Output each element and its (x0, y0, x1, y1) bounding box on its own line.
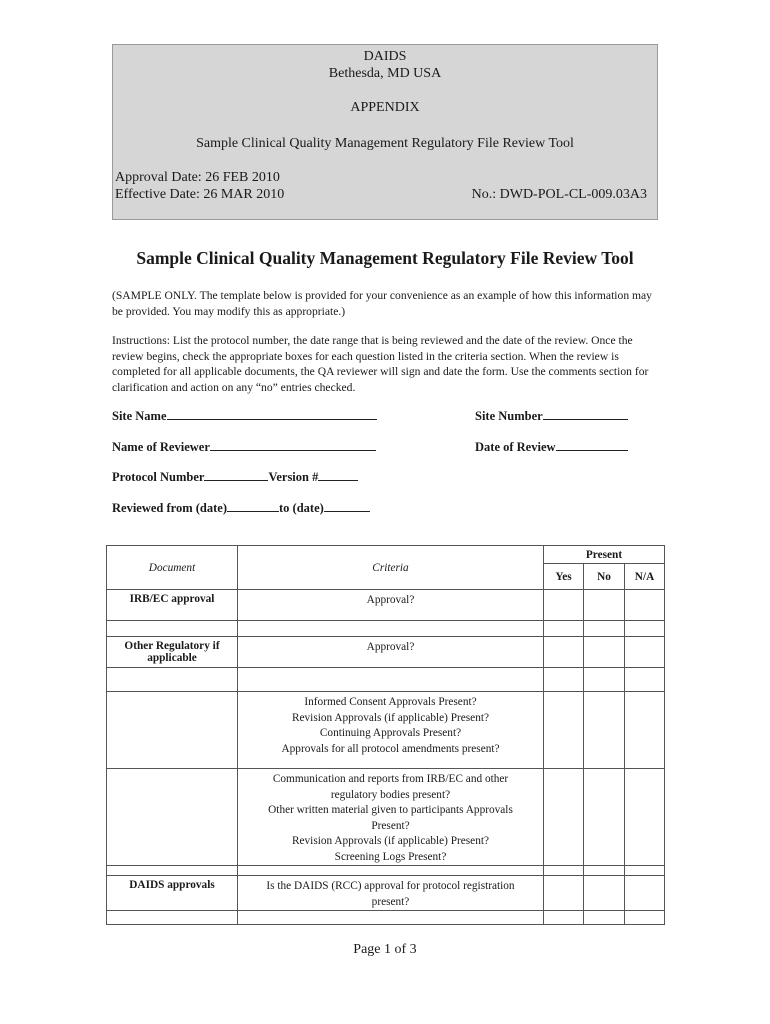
site-name-blank[interactable] (167, 408, 377, 420)
reviewer-name-field[interactable] (112, 439, 376, 455)
criteria-line: Other written material given to participants Approvals Present? (268, 804, 513, 832)
page-title: Sample Clinical Quality Management Regulatory File Review Tool (136, 248, 634, 268)
na-checkbox-cell[interactable] (625, 876, 665, 911)
table-row (107, 637, 665, 668)
site-number-label: Site Number (475, 409, 543, 423)
to-date-label: to (date) (279, 501, 324, 515)
na-checkbox-cell[interactable] (625, 769, 665, 866)
no-checkbox-cell[interactable] (584, 769, 625, 866)
document-column-header: Document (107, 546, 238, 590)
table-spacer-row (107, 911, 665, 925)
no-checkbox-cell[interactable] (584, 637, 625, 668)
sample-note: (SAMPLE ONLY. The template below is provided for your convenience as an example of how this information may be provided. You may modify this as appropriate.) (112, 289, 652, 318)
criteria-line: Is the DAIDS (RCC) approval for protocol registration present? (266, 880, 515, 908)
header-org: DAIDS (363, 49, 407, 64)
criteria-cell (238, 590, 544, 621)
review-date-field[interactable] (475, 439, 628, 455)
document-cell (107, 692, 238, 769)
review-date-label: Date of Review (475, 440, 556, 454)
no-checkbox-cell[interactable] (584, 590, 625, 621)
review-date-blank[interactable] (556, 439, 628, 451)
yes-checkbox-cell[interactable] (544, 769, 584, 866)
header-approval-date: Approval Date: 26 FEB 2010 (115, 170, 280, 185)
reviewed-from-label: Reviewed from (date) (112, 501, 228, 515)
document-cell: DAIDS approvals (107, 876, 238, 911)
protocol-number-label: Protocol Number (112, 470, 205, 484)
na-checkbox-cell[interactable] (625, 637, 665, 668)
yes-checkbox-cell[interactable] (544, 692, 584, 769)
table-spacer-row (107, 668, 665, 692)
header-doc-title: Sample Clinical Quality Management Regulatory File Review Tool (196, 136, 574, 151)
site-name-label: Site Name (112, 409, 167, 423)
na-checkbox-cell[interactable] (625, 692, 665, 769)
reviewed-from-blank[interactable] (227, 500, 279, 512)
document-cell (107, 769, 238, 866)
criteria-line: Approval? (366, 641, 415, 653)
instructions: Instructions: List the protocol number, the date range that is being reviewed and the date of the review. Once the review begins, check the appropriate boxes for each question listed in the criteria section. When the review is completed for all applicable documents, the QA reviewer will sign and date the form. Use the comments section for clarification and action on any “no” entries checked. (112, 334, 649, 394)
criteria-line: Informed Consent Approvals Present? (304, 696, 477, 708)
criteria-cell (238, 769, 544, 866)
site-name-field[interactable] (112, 408, 377, 424)
present-column-header: Present (544, 546, 665, 564)
table-row (107, 876, 665, 911)
criteria-line: Approval? (366, 594, 415, 606)
yes-column-header: Yes (544, 564, 584, 590)
criteria-cell (238, 692, 544, 769)
document-header-box (112, 44, 658, 220)
site-number-blank[interactable] (543, 408, 628, 420)
document-cell: IRB/EC approval (107, 590, 238, 621)
header-effective-date: Effective Date: 26 MAR 2010 (115, 187, 285, 202)
reviewer-name-label: Name of Reviewer (112, 440, 210, 454)
document-cell: Other Regulatory if applicable (107, 637, 238, 668)
criteria-line: Approvals for all protocol amendments present? (281, 742, 500, 755)
yes-checkbox-cell[interactable] (544, 590, 584, 621)
header-location: Bethesda, MD USA (328, 66, 442, 81)
table-row (107, 590, 665, 621)
criteria-line: Revision Approvals (if applicable) Present? (291, 835, 490, 847)
criteria-line: Screening Logs Present? (334, 850, 447, 863)
table-header-row-1 (107, 546, 665, 564)
page-number: Page 1 of 3 (353, 942, 417, 957)
review-table (106, 545, 665, 925)
review-period-field[interactable] (112, 500, 370, 516)
na-column-header: N/A (625, 564, 665, 590)
no-checkbox-cell[interactable] (584, 876, 625, 911)
criteria-line: Communication and reports from IRB/EC and other regulatory bodies present? (272, 773, 509, 801)
protocol-number-blank[interactable] (204, 469, 268, 481)
table-spacer-row (107, 866, 665, 876)
na-checkbox-cell[interactable] (625, 590, 665, 621)
table-spacer-row (107, 621, 665, 637)
criteria-column-header: Criteria (238, 546, 544, 590)
no-column-header: No (584, 564, 625, 590)
version-label: Version # (268, 470, 319, 484)
site-number-field[interactable] (475, 408, 628, 424)
yes-checkbox-cell[interactable] (544, 876, 584, 911)
criteria-cell (238, 637, 544, 668)
criteria-cell (238, 876, 544, 911)
header-appendix: APPENDIX (350, 100, 420, 115)
reviewer-name-blank[interactable] (210, 439, 376, 451)
protocol-number-field[interactable] (112, 469, 358, 485)
criteria-line: Continuing Approvals Present? (319, 727, 462, 739)
to-date-blank[interactable] (324, 500, 370, 512)
criteria-line: Revision Approvals (if applicable) Present? (291, 711, 490, 724)
table-row (107, 692, 665, 769)
version-blank[interactable] (318, 469, 358, 481)
table-row (107, 769, 665, 866)
header-document-number: No.: DWD-POL-CL-009.03A3 (471, 187, 647, 202)
no-checkbox-cell[interactable] (584, 692, 625, 769)
yes-checkbox-cell[interactable] (544, 637, 584, 668)
